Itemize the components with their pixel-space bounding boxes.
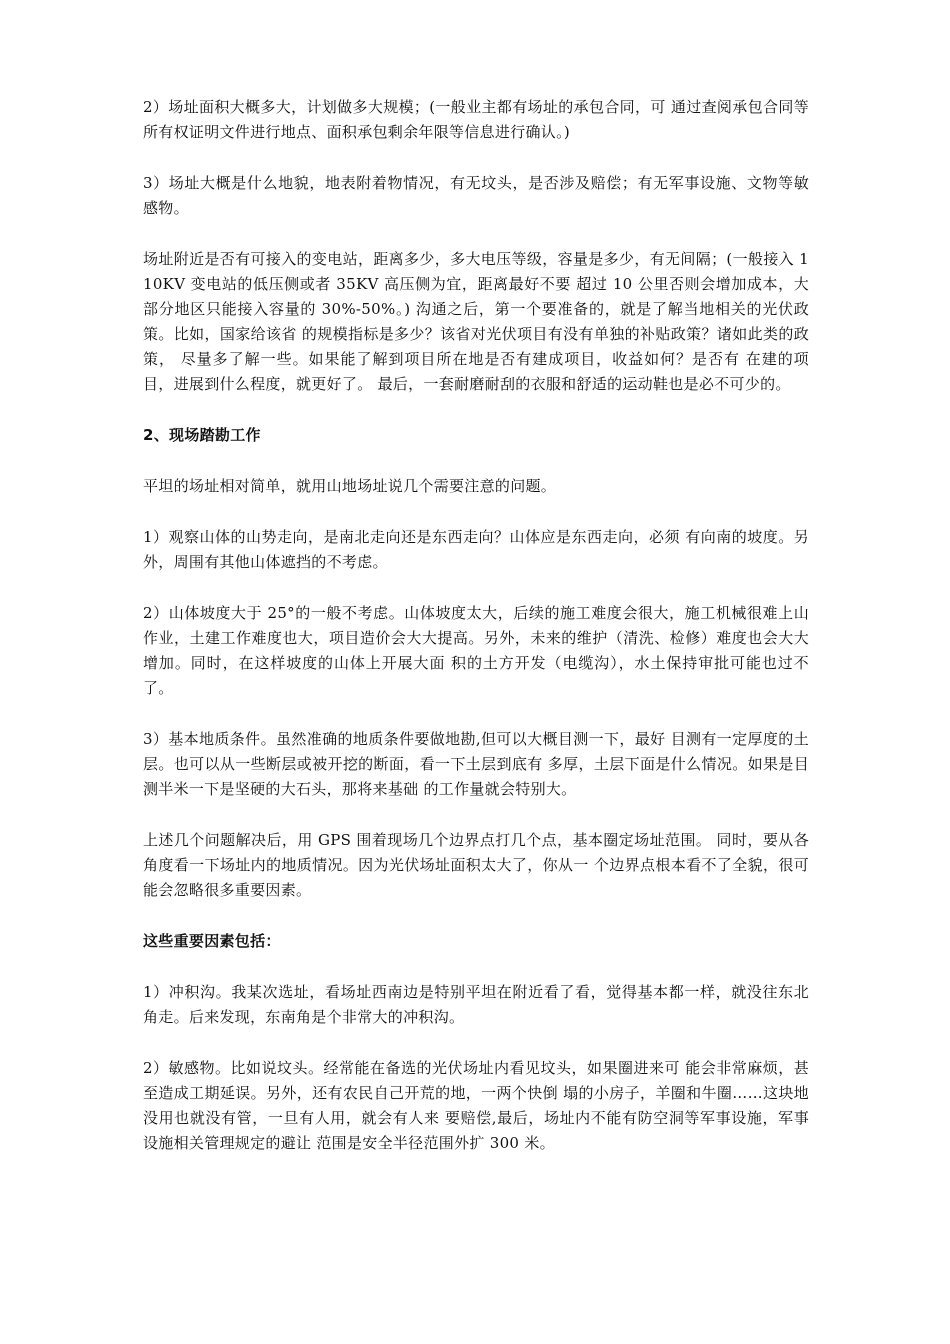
section-heading-site-survey: 2、现场踏勘工作 bbox=[143, 426, 261, 444]
paragraph-sensitive-objects: 2）敏感物。比如说坟头。经常能在备选的光伏场址内看见坟头，如果圈进来可 能会非常麻烦，甚至造成工期延误。另外，还有农民自己开荒的地，一两个快倒 塌的小房子，羊圈和牛圈……这块地没用也就没有管，一旦有人用，就会有人来 要赔偿,最后，场址内不能有防空洞等军事设施，军事设施相关管理规定的避让 范围是安全半径范围外扩 300 米。 bbox=[143, 1059, 809, 1152]
paragraph-geology: 3）基本地质条件。虽然准确的地质条件要做地勘,但可以大概目测一下，最好 目测有一定厚度的土层。也可以从一些断层或被开挖的断面，看一下土层到底有 多厚，土层下面是什么情况。如果是目测半米一下是坚硬的大石头，那将来基础 的工作量就会特别大。 bbox=[143, 730, 809, 798]
paragraph-substation-policy: 场址附近是否有可接入的变电站，距离多少，多大电压等级，容量是多少，有无间隔；(一般接入 110KV 变电站的低压侧或者 35KV 高压侧为宜，距离最好不要 超过 10 公里否则会增加成本，大部分地区只能接入容量的 30%-50%。) 沟通之后，第一个要准备的，就是了解当地相关的光伏政策。比如，国家给该省 的规模指标是多少？该省对光伏项目有没有单独的补贴政策？诸如此类的政策， 尽量多了解一些。如果能了解到项目所在地是否有建成项目，收益如何？是否有 在建的项目，进展到什么程度，就更好了。 最后，一套耐磨耐刮的衣服和舒适的运动鞋也是必不可少的。 bbox=[143, 250, 809, 393]
paragraph-flat-site: 平坦的场址相对简单，就用山地场址说几个需要注意的问题。 bbox=[143, 477, 557, 495]
document-body bbox=[143, 95, 809, 1156]
paragraph-mountain-direction: 1）观察山体的山势走向，是南北走向还是东西走向？山体应是东西走向，必须 有向南的坡度。另外，周围有其他山体遮挡的不考虑。 bbox=[143, 528, 809, 571]
paragraph-gps-boundary: 上述几个问题解决后，用 GPS 围着现场几个边界点打几个点，基本圈定场址范围。 同时，要从各角度看一下场址内的地质情况。因为光伏场址面积太大了，你从一 个边界点根本看不了全貌，很可能会忽略很多重要因素。 bbox=[143, 831, 809, 899]
paragraph-alluvial-gully: 1）冲积沟。我某次选址，看场址西南边是特别平坦在附近看了看，觉得基本都一样，就没往东北角走。后来发现，东南角是个非常大的冲积沟。 bbox=[143, 983, 809, 1026]
section-heading-important-factors: 这些重要因素包括： bbox=[143, 932, 281, 950]
paragraph-site-terrain: 3）场址大概是什么地貌，地表附着物情况，有无坟头，是否涉及赔偿；有无军事设施、文物等敏感物。 bbox=[143, 174, 809, 217]
paragraph-slope: 2）山体坡度大于 25°的一般不考虑。山体坡度太大，后续的施工难度会很大，施工机械很难上山作业，土建工作难度也大，项目造价会大大提高。另外，未来的维护（清洗、检修）难度也会大大增加。同时，在这样坡度的山体上开展大面 积的土方开发（电缆沟），水土保持审批可能也过不了。 bbox=[143, 604, 809, 697]
paragraph-site-area: 2）场址面积大概多大，计划做多大规模；(一般业主都有场址的承包合同，可 通过查阅承包合同等所有权证明文件进行地点、面积承包剩余年限等信息进行确认。) bbox=[143, 98, 809, 141]
